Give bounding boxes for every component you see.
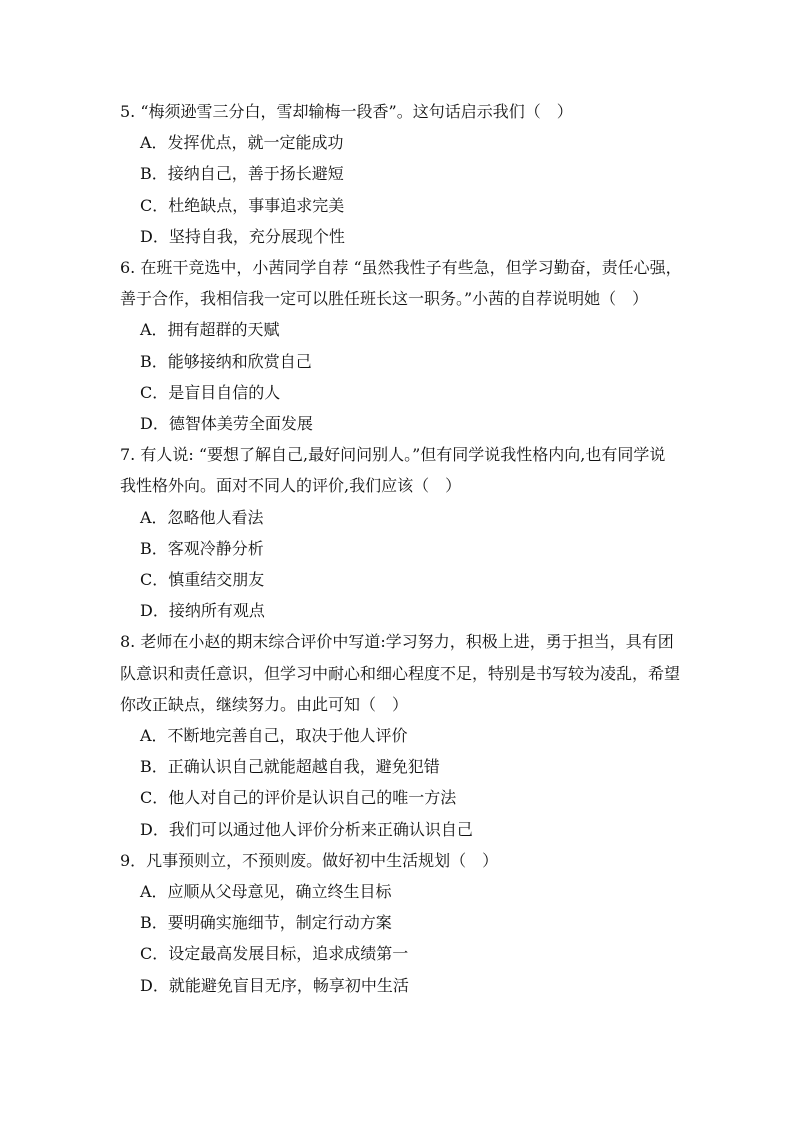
option-d: D．就能避免盲目无序，畅享初中生活 (140, 975, 409, 995)
question-stem: 5. “梅须逊雪三分白，雪却输梅一段香”。这句话启示我们（ ） (120, 102, 573, 121)
question-list (120, 96, 680, 1001)
option-list (120, 876, 680, 1001)
option-list (120, 314, 680, 439)
option-a: A．不断地完善自己，取决于他人评价 (140, 726, 408, 746)
option-c: C．设定最高发展目标，追求成绩第一 (140, 944, 409, 964)
option-list (120, 127, 680, 252)
option-b: B．正确认识自己就能超越自我，避免犯错 (140, 757, 440, 777)
question-stem: 9．凡事预则立，不预则废。做好初中生活规划（ ） (120, 850, 499, 870)
option-d: D．坚持自我，充分展现个性 (140, 226, 345, 246)
question-stem: 7. 有人说: “要想了解自己,最好问问别人。”但有同学说我性格内向,也有同学说 (120, 445, 666, 465)
option-c: C．杜绝缺点，事事追求完美 (140, 195, 345, 215)
option-a: A．发挥优点，就一定能成功 (140, 133, 344, 153)
question-8 (120, 626, 680, 844)
option-d: D．德智体美劳全面发展 (140, 414, 313, 434)
option-d: D．我们可以通过他人评价分析来正确认识自己 (140, 819, 473, 839)
option-c: C．是盲目自信的人 (140, 382, 281, 402)
option-c: C．慎重结交朋友 (140, 570, 265, 590)
option-b: B．要明确实施细节，制定行动方案 (140, 913, 392, 933)
question-7 (120, 439, 680, 626)
option-b: B．能够接纳和欣赏自己 (140, 351, 312, 371)
question-stem: 6. 在班干竞选中，小茜同学自荐 “虽然我性子有些急，但学习勤奋，责任心强， (120, 258, 682, 278)
question-9 (120, 845, 680, 1001)
option-d: D．接纳所有观点 (140, 601, 265, 621)
option-list (120, 502, 680, 627)
option-c: C．他人对自己的评价是认识自己的唯一方法 (140, 788, 457, 808)
question-stem-continued: 你改正缺点，继续努力。由此可知（ ） (120, 694, 409, 714)
question-stem: 8. 老师在小赵的期末综合评价中写道:学习努力，积极上进，勇于担当，具有团 (120, 632, 674, 652)
option-a: A．应顺从父母意见，确立终生目标 (140, 882, 392, 902)
question-5 (120, 96, 680, 252)
option-b: B．客观冷静分析 (140, 538, 264, 558)
question-stem-continued: 善于合作，我相信我一定可以胜任班长这一职务。”小茜的自荐说明她（ ） (120, 289, 649, 309)
option-a: A．忽略他人看法 (140, 507, 264, 527)
question-6 (120, 252, 680, 439)
option-list (120, 720, 680, 845)
question-stem-continued: 我性格外向。面对不同人的评价,我们应该（ ） (120, 476, 462, 496)
option-b: B．接纳自己，善于扬长避短 (140, 164, 344, 184)
question-stem-continued: 队意识和责任意识，但学习中耐心和细心程度不足，特别是书写较为凌乱，希望 (120, 663, 681, 683)
option-a: A．拥有超群的天赋 (140, 320, 280, 340)
